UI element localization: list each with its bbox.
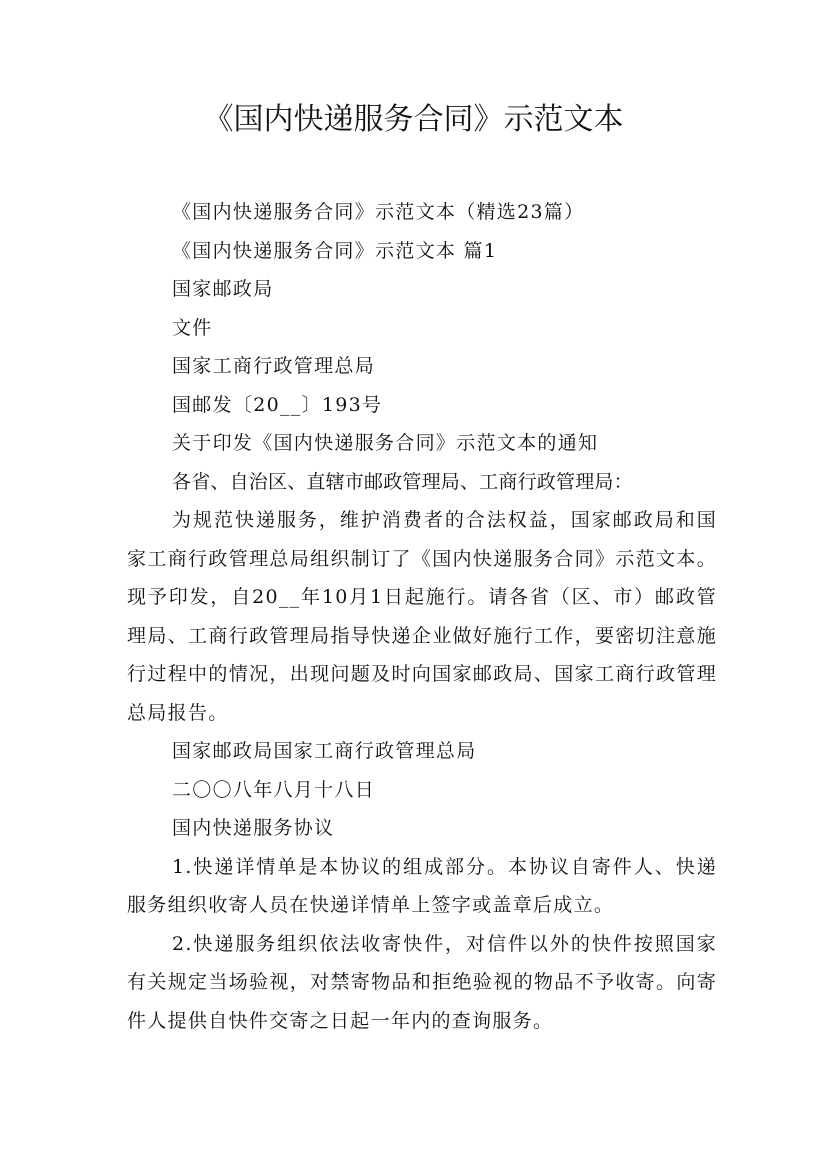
paragraph-addressees: 各省、自治区、直辖市邮政管理局、工商行政管理局：: [172, 470, 633, 493]
paragraph-agreement-title: 国内快递服务协议: [172, 817, 335, 839]
paragraph-notice-title: 关于印发《国内快递服务合同》示范文本的通知: [172, 432, 599, 454]
paragraph-section-heading: 《国内快递服务合同》示范文本 篇1: [172, 239, 498, 262]
paragraph-signatories: 国家邮政局国家工商行政管理总局: [172, 740, 477, 762]
paragraph-issuer-1: 国家邮政局: [172, 278, 274, 300]
paragraph-notice-body: 为规范快递服务，维护消费者的合法权益，国家邮政局和国家工商行政管理总局组织制订了《国内快递服务合同》示范文本。现予印发，自20__年10月1日起施行。请各省（区、市）邮政管理局、工商行政管理局指导快递企业做好施行工作，要密切注意施行过程中的情况，出现问题及时向国家邮政局、国家工商行政管理总局报告。: [127, 509, 717, 724]
paragraph-clause-2: 2.快递服务组织依法收寄快件，对信件以外的快件按照国家有关规定当场验视，对禁寄物品和拒绝验视的物品不予收寄。向寄件人提供自快件交寄之日起一年内的查询服务。: [127, 932, 717, 1032]
paragraph-date: 二〇〇八年八月十八日: [172, 778, 376, 801]
paragraph-issuer-2: 国家工商行政管理总局: [172, 355, 376, 377]
document-title: 《国内快递服务合同》示范文本: [203, 102, 624, 137]
paragraph-document-number: 国邮发〔20__〕193号: [172, 393, 383, 416]
paragraph-document-label: 文件: [172, 316, 213, 339]
document-body: [127, 193, 717, 1040]
paragraph-subtitle: 《国内快递服务合同》示范文本（精选23篇）: [172, 201, 585, 223]
paragraph-clause-1: 1.快递详情单是本协议的组成部分。本协议自寄件人、快递服务组织收寄人员在快递详情单上签字或盖章后成立。: [127, 855, 717, 916]
